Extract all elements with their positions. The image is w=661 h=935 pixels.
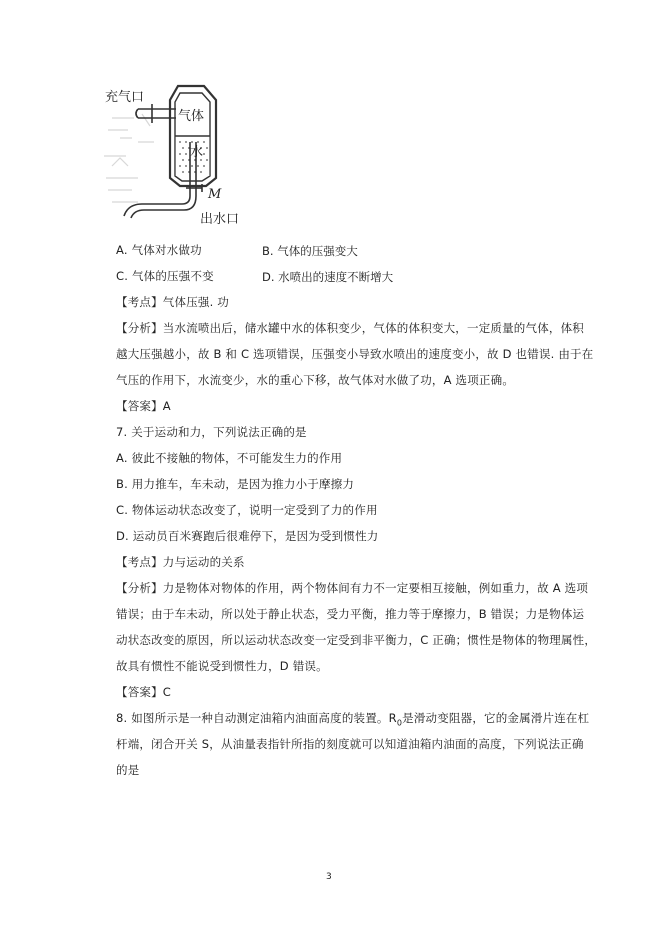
q8-stem-line-2: 杆端，闭合开关 S，从油量表指针所指的刻度就可以知道油箱内油面的高度，下列说法正确 <box>116 737 584 751</box>
q7-option-b: B. 用力推车，车未动，是因为推力小于摩擦力 <box>116 477 355 491</box>
background-ghost-marks <box>104 114 154 202</box>
q8-stem-part-b: 是滑动变阻器，它的金属滑片连在杠 <box>402 711 590 725</box>
q7-fenxi-line-1: 【分析】力是物体对物体的作用，两个物体间有力不一定要相互接触，例如重力，故 A 选项 <box>116 581 589 595</box>
q8-stem-line-1 <box>116 711 589 730</box>
q6-kaodian: 【考点】气体压强. 功 <box>116 295 230 309</box>
q8-r0-subscript: 0 <box>396 718 403 728</box>
q7-option-a: A. 彼此不接触的物体，不可能发生力的作用 <box>116 451 343 465</box>
valve-label: M <box>208 187 222 202</box>
q6-option-c: C. 气体的压强不变 <box>116 269 214 283</box>
inlet-label: 充气口 <box>105 90 145 105</box>
q7-fenxi-line-3: 动状态改变的原因，所以运动状态改变一定受到非平衡力，C 正确；惯性是物体的物理属性， <box>116 633 597 647</box>
q6-option-b: B. 气体的压强变大 <box>262 244 358 258</box>
water-label: 水 <box>190 145 204 160</box>
page-number: 3 <box>326 872 332 882</box>
q6-answer: 【答案】A <box>116 399 171 413</box>
outlet-label: 出水口 <box>200 212 240 227</box>
q7-kaodian: 【考点】力与运动的关系 <box>116 555 245 569</box>
q6-fenxi-line-3: 气压的作用下，水流变少，水的重心下移，故气体对水做了功，A 选项正确。 <box>116 373 515 387</box>
q7-fenxi-line-4: 故具有惯性不能说受到惯性力，D 错误。 <box>116 659 328 673</box>
gas-label: 气体 <box>178 109 205 124</box>
q6-fenxi-line-1: 【分析】当水流喷出后，储水罐中水的体积变少，气体的体积变大，一定质量的气体，体积 <box>116 321 584 335</box>
q8-stem-line-3: 的是 <box>116 763 140 777</box>
q7-stem: 7. 关于运动和力，下列说法正确的是 <box>116 425 307 439</box>
q6-option-a: A. 气体对水做功 <box>116 243 202 257</box>
q7-answer: 【答案】C <box>116 685 172 699</box>
q8-stem-part-a: 8. 如图所示是一种自动测定油箱内油面高度的装置。R <box>116 711 397 725</box>
q7-fenxi-line-2: 错误；由于车未动，所以处于静止状态，受力平衡，推力等于摩擦力，B 错误；力是物体运 <box>116 607 585 621</box>
q7-option-c: C. 物体运动状态改变了，说明一定受到了力的作用 <box>116 503 378 517</box>
q6-fenxi-line-2: 越大压强越小，故 B 和 C 选项错误，压强变小导致水喷出的速度变小，故 D 也错误. 由于在 <box>116 347 594 361</box>
q7-option-d: D. 运动员百米赛跑后很难停下，是因为受到惯性力 <box>116 529 379 543</box>
q6-option-d: D. 水喷出的速度不断增大 <box>262 270 394 284</box>
